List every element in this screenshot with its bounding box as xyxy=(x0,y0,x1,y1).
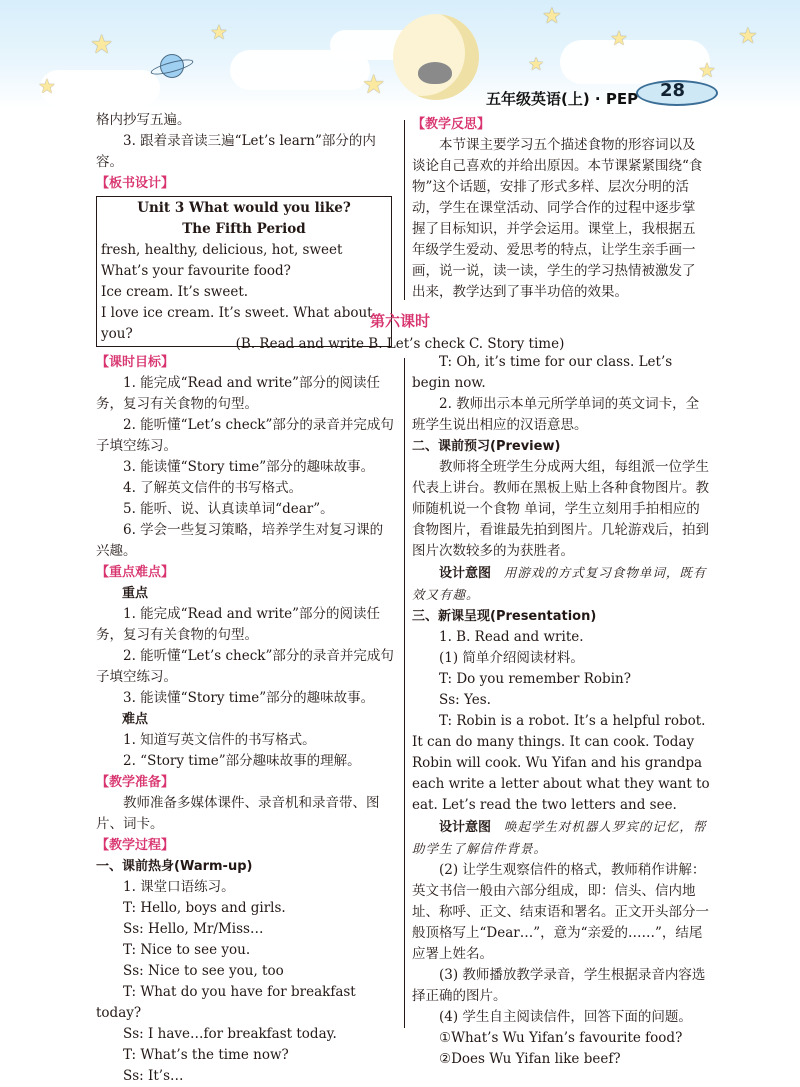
design-intent-text: 用游戏的方式复习食物单词，既有效又有趣。 xyxy=(412,565,707,602)
text-line: 1. B. Read and write. xyxy=(439,629,584,645)
design-intent-label: 设计意图 xyxy=(439,566,492,581)
section-tag-key-points: 【重点难点】 xyxy=(96,565,175,580)
star-icon: ★ xyxy=(698,58,716,82)
book-title: 五年级英语(上) · PEP xyxy=(486,90,639,108)
key-item: 2. 能听懂“Let’s check”部分的录音并完成句子填空练习。 xyxy=(96,648,394,685)
warmup-heading: 一、课前热身(Warm-up) xyxy=(96,859,253,874)
star-icon: ★ xyxy=(738,24,758,49)
text-line: 格内抄写五遍。 xyxy=(96,112,191,128)
section-tag-preparation: 【教学准备】 xyxy=(96,775,175,790)
goal-item: 2. 能听懂“Let’s check”部分的录音并完成句子填空练习。 xyxy=(96,417,394,454)
period-title: 第六课时 xyxy=(369,312,430,330)
dialogue-line: Ss: I have…for breakfast today. xyxy=(123,1026,337,1042)
goal-item: 4. 了解英文信件的书写格式。 xyxy=(123,480,303,496)
star-icon: ★ xyxy=(210,20,228,44)
difficulty-item: 1. 知道写英文信件的书写格式。 xyxy=(123,732,316,748)
moon-icon xyxy=(393,14,479,100)
presentation-heading: 三、新课呈现(Presentation) xyxy=(412,609,597,624)
period-subtitle: (B. Read and write B. Let’s check C. Story time) xyxy=(235,336,565,352)
text-paragraph: (2) 让学生观察信件的格式，教师稍作讲解：英文书信一般由六部分组成，即：信头、信内地址、称呼、正文、结束语和署名。正文开头部分一般顶格写上“Dear…”，意为“亲爱的……”，结尾应署上姓名。 xyxy=(412,862,709,962)
question-item: ②Does Wu Yifan like beef? xyxy=(439,1051,621,1067)
dialogue-line: Ss: Yes. xyxy=(439,692,491,708)
goal-item: 5. 能听、说、认真读单词“dear”。 xyxy=(123,501,334,517)
key-item: 3. 能读懂“Story time”部分的趣味故事。 xyxy=(123,690,375,706)
left-column xyxy=(96,352,396,1087)
dialogue-line: Ss: Hello, Mr/Miss… xyxy=(123,921,264,937)
reflection-paragraph: 本节课主要学习五个描述食物的形容词以及谈论自己喜欢的并给出原因。本节课紧紧围绕“食物”这个话题，安排了形式多样、层次分明的活动，学生在课堂活动、同学合作的过程中逐步掌握了目标知识，并学会运用。课堂上，我根据五年级学生爱动、爱思考的特点，让学生亲手画一画，说一说，读一读，学生的学习热情被激发了出来，教学达到了事半功倍的效果。 xyxy=(412,137,703,300)
design-intent-label: 设计意图 xyxy=(439,820,492,835)
goal-item: 6. 学会一些复习策略，培养学生对复习课的兴趣。 xyxy=(96,522,384,559)
board-line: fresh, healthy, delicious, hot, sweet xyxy=(101,242,343,258)
board-line: I love ice cream. It’s sweet. What about you? xyxy=(101,305,373,342)
design-intent-text: 唤起学生对机器人罗宾的记忆，帮助学生了解信件背景。 xyxy=(412,819,707,856)
column-divider xyxy=(404,120,405,300)
dialogue-line: Ss: It’s… xyxy=(123,1068,184,1084)
text-paragraph: (4) 学生自主阅读信件，回答下面的问题。 xyxy=(439,1009,692,1025)
goal-item: 3. 能读懂“Story time”部分的趣味故事。 xyxy=(123,459,375,475)
difficulty-heading: 难点 xyxy=(122,712,149,727)
board-subtitle: The Fifth Period xyxy=(182,221,306,237)
preview-heading: 二、课前预习(Preview) xyxy=(412,439,561,454)
dialogue-line: Ss: Nice to see you, too xyxy=(123,963,284,979)
star-icon: ★ xyxy=(542,4,562,29)
section-tag-process: 【教学过程】 xyxy=(96,838,175,853)
section-tag-goals: 【课时目标】 xyxy=(96,355,175,370)
right-column xyxy=(412,352,710,1070)
dialogue-line: T: What do you have for breakfast today? xyxy=(96,984,356,1021)
key-heading: 重点 xyxy=(122,586,149,601)
cloud-decoration xyxy=(560,40,710,84)
preparation-text: 教师准备多媒体课件、录音机和录音带、图片、词卡。 xyxy=(96,795,380,832)
dialogue-line: T: Hello, boys and girls. xyxy=(123,900,286,916)
star-icon: ★ xyxy=(38,74,56,98)
star-icon: ★ xyxy=(90,30,114,60)
dialogue-line: T: Nice to see you. xyxy=(123,942,251,958)
cloud-decoration xyxy=(40,70,160,106)
difficulty-item: 2. “Story time”部分趣味故事的理解。 xyxy=(123,753,361,769)
star-icon: ★ xyxy=(362,70,386,100)
text-paragraph: 2. 教师出示本单元所学单词的英文词卡，全班学生说出相应的汉语意思。 xyxy=(412,396,700,433)
goal-item: 1. 能完成“Read and write”部分的阅读任务，复习有关食物的句型。 xyxy=(96,375,381,412)
board-line: What’s your favourite food? xyxy=(101,263,291,279)
dialogue-line: T: Do you remember Robin? xyxy=(439,671,631,687)
board-title: Unit 3 What would you like? xyxy=(137,200,351,216)
star-icon: ★ xyxy=(610,26,628,50)
section-tag-board: 【板书设计】 xyxy=(96,176,175,191)
text-line: 3. 跟着录音读三遍“Let’s learn”部分的内容。 xyxy=(96,133,376,170)
dialogue-line: 1. 课堂口语练习。 xyxy=(123,879,235,895)
column-divider xyxy=(404,358,405,1028)
top-right-column xyxy=(412,114,708,303)
text-line: (1) 简单介绍阅读材料。 xyxy=(439,650,584,666)
page-header-banner xyxy=(0,0,800,108)
preview-paragraph: 教师将全班学生分成两大组，每组派一位学生代表上讲台。教师在黑板上贴上各种食物图片。教师随机说一个食物 单词，学生立刻用手拍相应的食物图片，看谁最先拍到图片。几轮游戏后，拍到图片次数较多的为获胜者。 xyxy=(412,459,709,559)
star-icon: ★ xyxy=(528,54,545,75)
text-paragraph: (3) 教师播放教学录音，学生根据录音内容选择正确的图片。 xyxy=(412,967,706,1004)
section-tag-reflection: 【教学反思】 xyxy=(412,117,491,132)
mouse-on-moon-icon xyxy=(418,62,452,84)
dialogue-paragraph: T: Robin is a robot. It’s a helpful robot. It can do many things. It can cook. Today Robin will cook. Wu Yifan and his grandpa each write a letter about what they want to eat. Let’s read the two letters and see. xyxy=(412,713,710,813)
question-item: ①What’s Wu Yifan’s favourite food? xyxy=(439,1030,683,1046)
board-line: Ice cream. It’s sweet. xyxy=(101,284,249,300)
key-item: 1. 能完成“Read and write”部分的阅读任务，复习有关食物的句型。 xyxy=(96,606,381,643)
dialogue-line: T: What’s the time now? xyxy=(123,1047,289,1063)
dialogue-line: T: Oh, it’s time for our class. Let’s begin now. xyxy=(412,354,673,391)
page-number: 28 xyxy=(660,80,686,101)
